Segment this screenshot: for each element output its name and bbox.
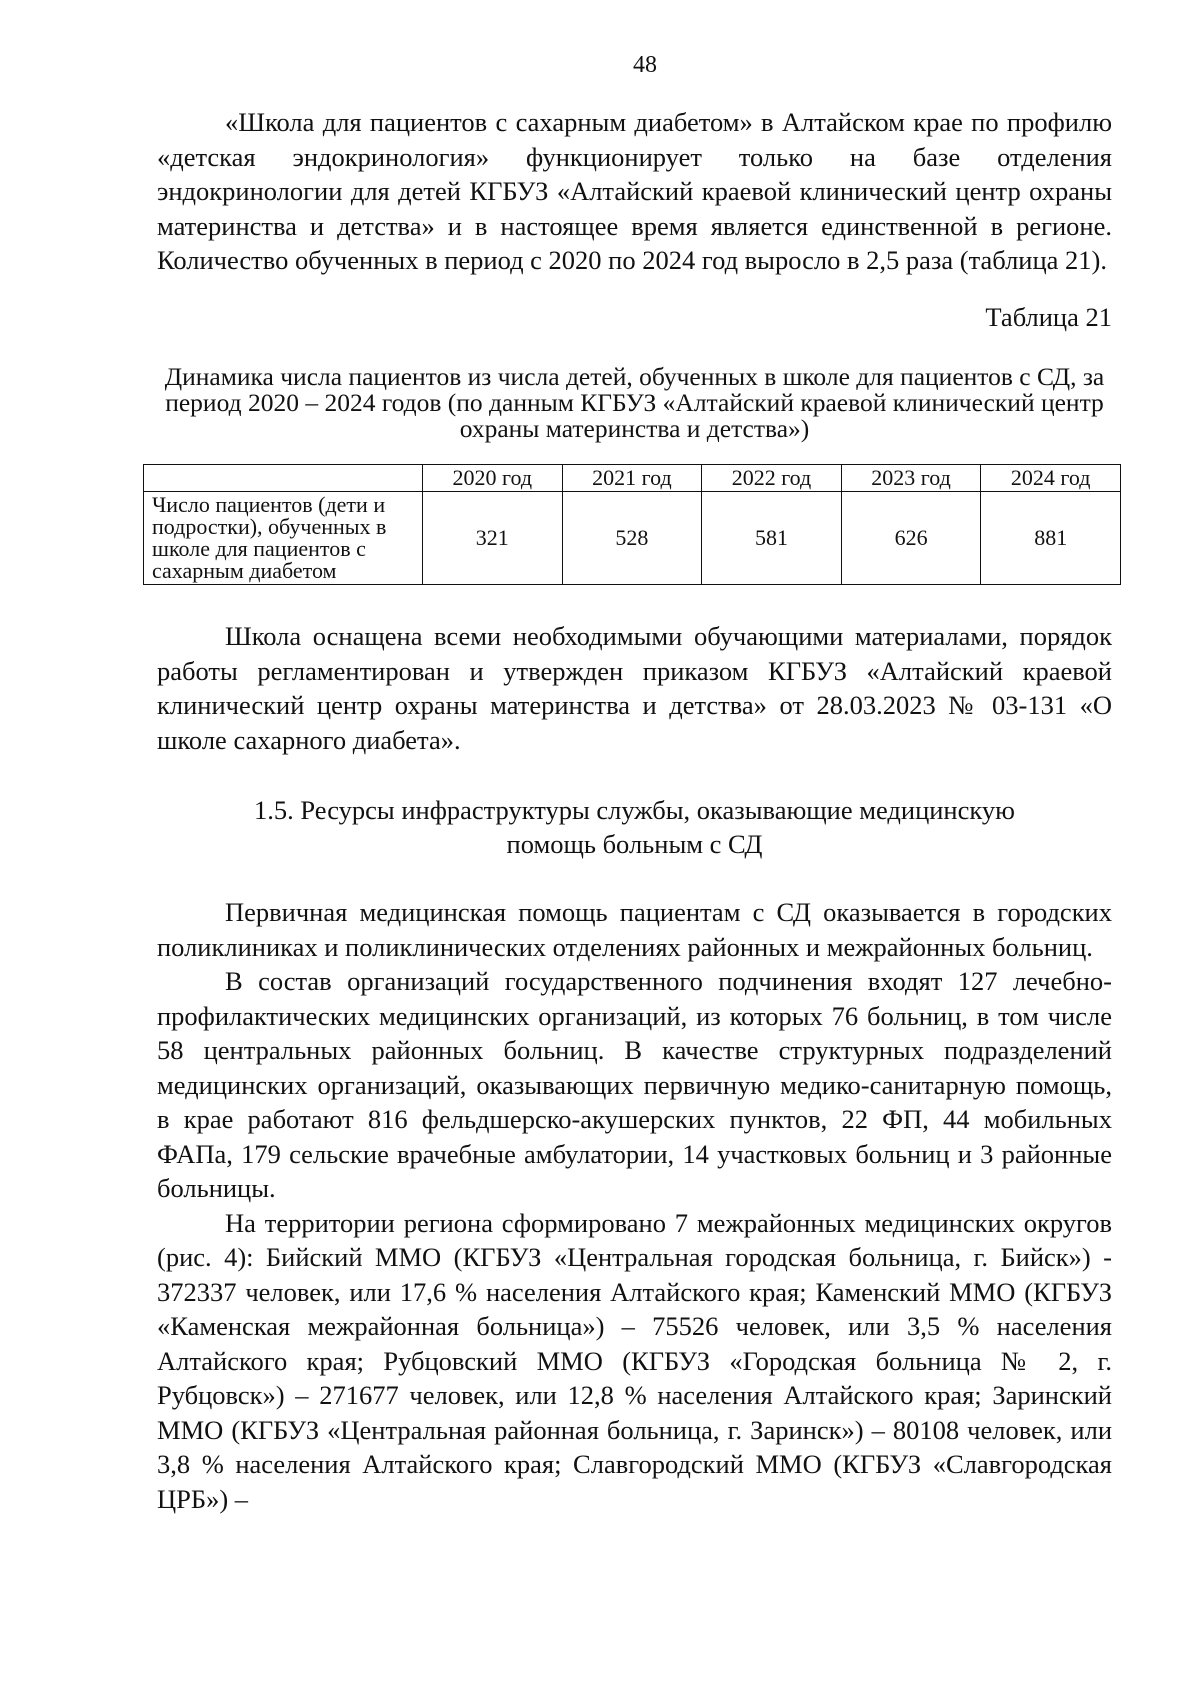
table-header-cell: 2022 год bbox=[702, 465, 842, 492]
table-cell: 881 bbox=[981, 492, 1121, 585]
table-header-cell: 2020 год bbox=[423, 465, 563, 492]
table-cell: 321 bbox=[423, 492, 563, 585]
table-header-cell: 2023 год bbox=[841, 465, 981, 492]
table-header-row bbox=[144, 465, 1121, 492]
page-number: 48 bbox=[633, 52, 657, 78]
section-paragraph: Первичная медицинская помощь пациентам с СД оказывается в городских поликлиниках и поликлинических отделениях районных и межрайонных больниц. bbox=[157, 897, 1112, 962]
section-body bbox=[157, 895, 1112, 1516]
after-table-paragraph: Школа оснащена всеми необходимыми обучающими материалами, порядок работы регламентирован и утвержден приказом КГБУЗ «Алтайский краевой клинический центр охраны материнства и детства» от 28.03.2023 № 03-131 «О школе сахарного диабета». bbox=[157, 621, 1112, 755]
table-label: Таблица 21 bbox=[985, 301, 1112, 332]
table-cell: 528 bbox=[562, 492, 702, 585]
table-corner-cell bbox=[144, 465, 423, 492]
section-paragraph: На территории региона сформировано 7 межрайонных медицинских округов (рис. 4): Бийский ММО (КГБУЗ «Центральная городская больница, г. Бийск») - 372337 человек, или 17,6 % населения Алтайского края; Каменский ММО (КГБУЗ «Каменская межрайонная больница») – 75526 человек, или 3,5 % населения Алтайского края; Рубцовский ММО (КГБУЗ «Городская больница № 2, г. Рубцовск») – 271677 человек, или 12,8 % населения Алтайского края; Заринский ММО (КГБУЗ «Центральная районная больница, г. Заринск») – 80108 человек, или 3,8 % населения Алтайского края; Славгородский ММО (КГБУЗ «Славгородская ЦРБ») – bbox=[157, 1207, 1112, 1514]
section-heading-line: 1.5. Ресурсы инфраструктуры службы, оказывающие медицинскую bbox=[254, 795, 1015, 825]
table-cell: 581 bbox=[702, 492, 842, 585]
table-row bbox=[144, 492, 1121, 585]
table-cell: 626 bbox=[841, 492, 981, 585]
table-title: Динамика числа пациентов из числа детей, обученных в школе для пациентов с СД, за период 2020 – 2024 годов (по данным КГБУЗ «Алтайский краевой клинический центр охраны материнства и детства») bbox=[164, 362, 1105, 443]
table-row-label: Число пациентов (дети и подростки), обученных в школе для пациентов с сахарным диабетом bbox=[144, 492, 423, 585]
document-body bbox=[152, 105, 1112, 1516]
patients-table bbox=[143, 464, 1121, 585]
table-header-cell: 2021 год bbox=[562, 465, 702, 492]
section-heading-line: помощь больным с СД bbox=[506, 829, 763, 859]
intro-paragraph: «Школа для пациентов с сахарным диабетом» в Алтайском крае по профилю «детская эндокринология» функционирует только на базе отделения эндокринологии для детей КГБУЗ «Алтайский краевой клинический центр охраны материнства и детства» и в настоящее время является единственной в регионе. Количество обученных в период с 2020 по 2024 год выросло в 2,5 раза (таблица 21). bbox=[157, 107, 1112, 275]
section-heading bbox=[157, 793, 1112, 861]
section-paragraph: В состав организаций государственного подчинения входят 127 лечебно-профилактических медицинских организаций, из которых 76 больниц, в том числе 58 центральных районных больниц. В качестве структурных подразделений медицинских организаций, оказывающих первичную медико-санитарную помощь, в крае работают 816 фельдшерско-акушерских пунктов, 22 ФП, 44 мобильных ФАПа, 179 сельские врачебные амбулатории, 14 участковых больниц и 3 районные больницы. bbox=[157, 966, 1112, 1203]
table-header-cell: 2024 год bbox=[981, 465, 1121, 492]
